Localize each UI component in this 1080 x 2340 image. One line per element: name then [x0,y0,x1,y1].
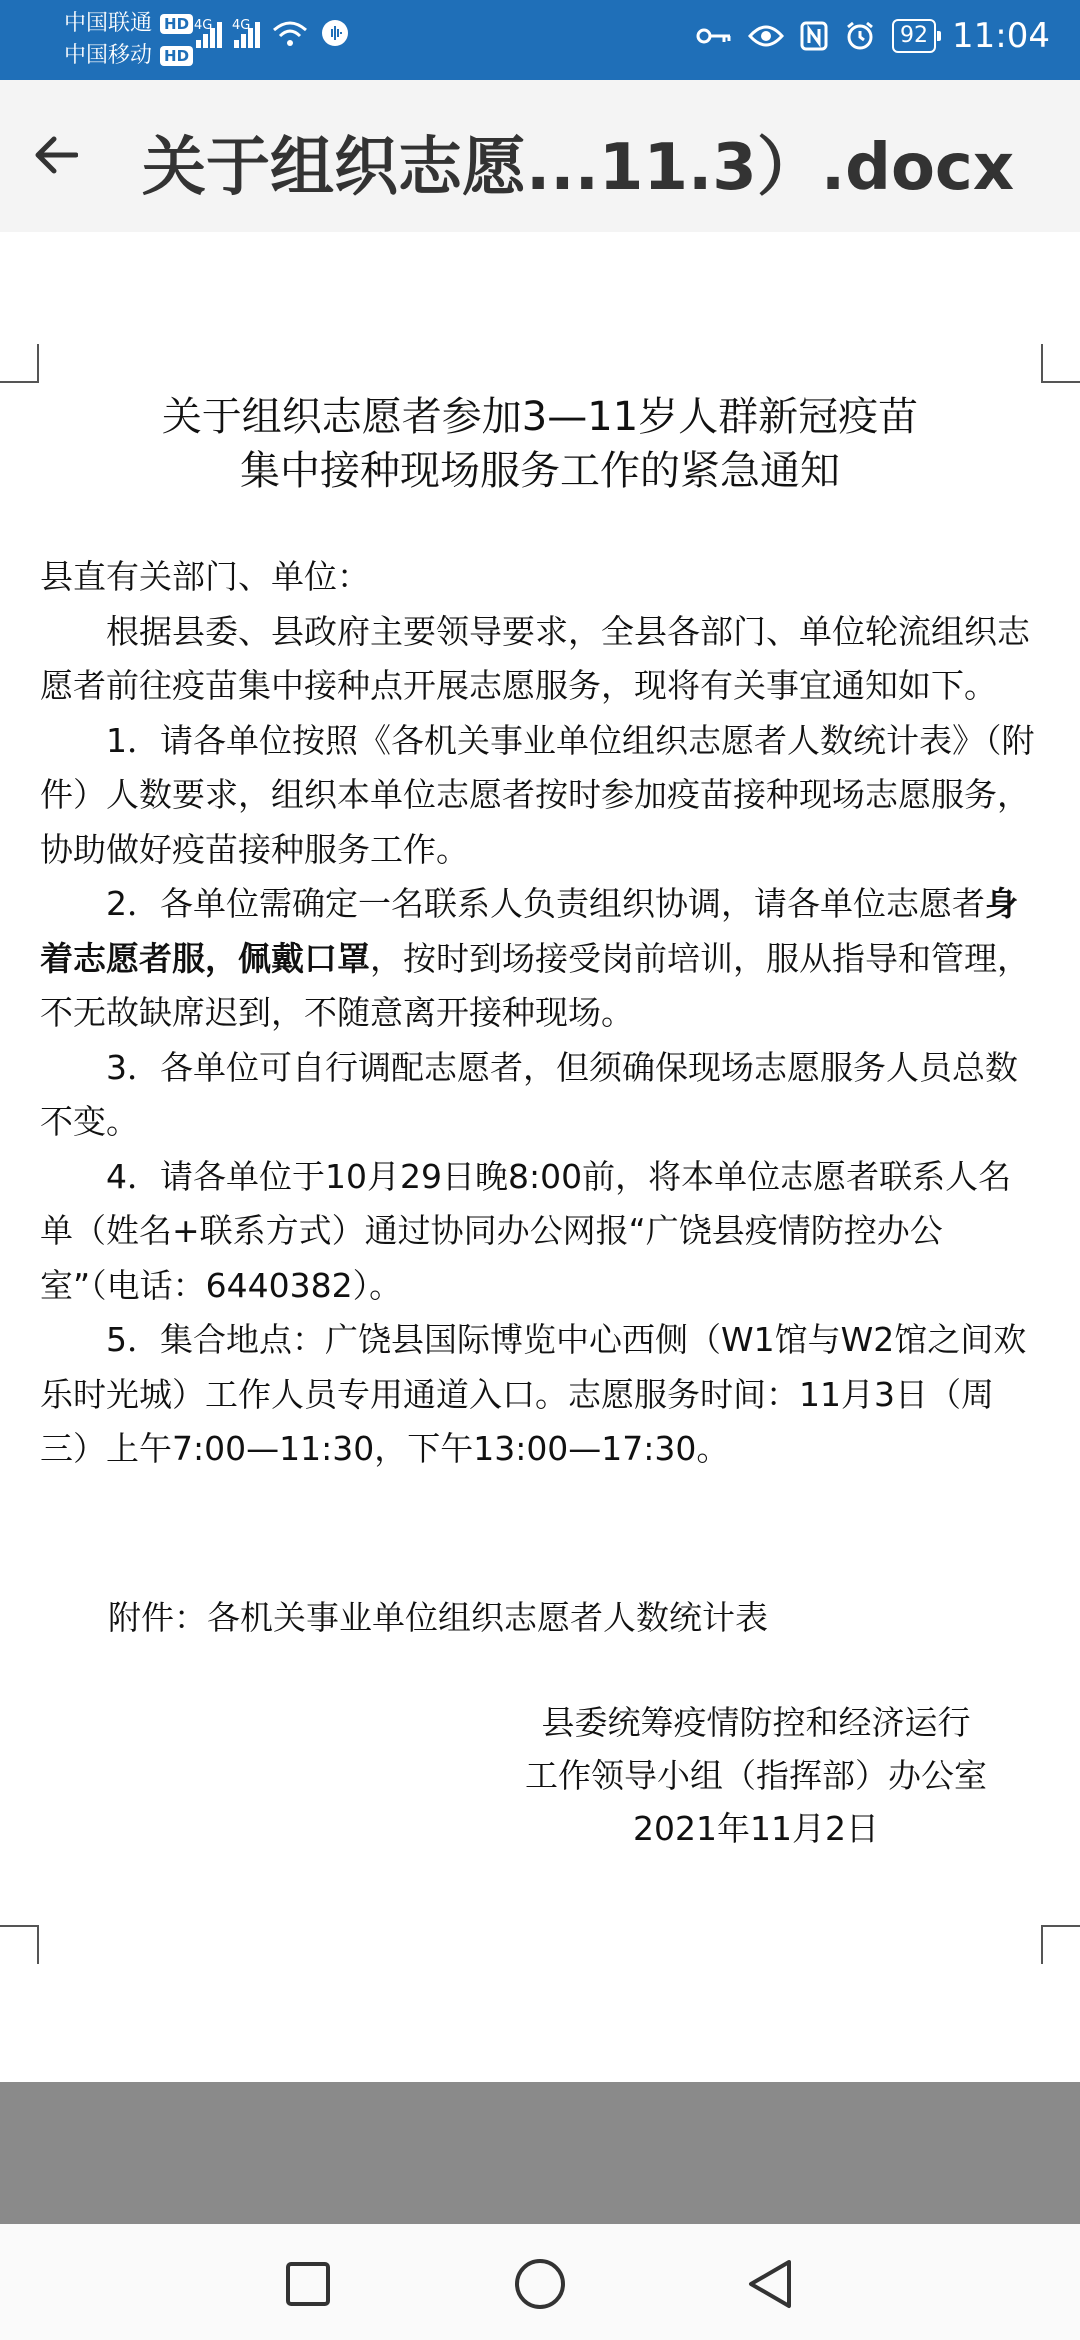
crop-mark [1040,344,1080,384]
nfc-icon [800,21,828,51]
home-button[interactable] [510,2254,570,2314]
item-3: 3．各单位可自行调配志愿者，但须确保现场志愿服务人员总数不变。 [40,1047,1018,1141]
network-type-label: 4G [232,18,251,33]
crop-mark [0,1924,40,1964]
heading-line-2: 集中接种现场服务工作的紧急通知 [240,448,840,494]
attachment-note: 附件：各机关事业单位组织志愿者人数统计表 [108,1598,768,1637]
status-bar [0,0,1080,80]
signer-line-1: 县委统筹疫情防控和经济运行 [541,1703,971,1742]
network-type-label: 4G [194,18,213,33]
audio-wave-icon [320,18,350,48]
network-icons [196,18,350,48]
item-2-bold-text: 身着志愿者服，佩戴口罩 [40,884,1018,978]
document-title: 关于组织志愿...11.3）.docx [142,131,1015,205]
carrier-2: 中国移动 [64,43,153,68]
signature-block [496,1696,1016,1855]
item-2 [40,877,1040,1041]
page-background [0,2082,1080,2224]
triangle-back-icon [745,2258,795,2310]
item-5: 5．集合地点：广饶县国际博览中心西侧（W1馆与W2馆之间欢乐时光城）工作人员专用通道入口。志愿服务时间：11月3日（周三）上午7:00—11:30，下午13:00—17:30。 [40,1320,1027,1468]
eye-icon [748,24,784,48]
sign-date: 2021年11月2日 [633,1809,879,1848]
hd-badge: HD [160,46,193,66]
alarm-icon [844,20,876,52]
back-button[interactable] [20,120,90,190]
crop-mark [1040,1924,1080,1964]
signer-line-2: 工作领导小组（指挥部）办公室 [525,1756,987,1795]
title-bar [0,80,1080,232]
heading-line-1: 关于组织志愿者参加3—11岁人群新冠疫苗 [161,394,919,440]
carrier-1: 中国联通 [64,11,153,36]
signal-icon [194,18,222,48]
battery-indicator: 92 [892,19,936,53]
circle-icon [513,2257,567,2311]
salutation: 县直有关部门、单位： [40,557,370,596]
document-page[interactable] [0,232,1080,2082]
crop-mark [0,344,40,384]
back-nav-button[interactable] [740,2254,800,2314]
clock: 11:04 [952,16,1050,56]
recent-apps-button[interactable] [278,2254,338,2314]
document-heading [0,390,1080,498]
hd-badge: HD [160,14,193,34]
square-icon [285,2261,331,2307]
key-icon [696,26,732,46]
system-icons [696,16,1050,56]
carrier-info [64,8,193,72]
signal-icon [232,18,260,48]
item-2-text-rest: ，按时到场接受岗前培训，服从指导和管理，不无故缺席迟到，不随意离开接种现场。 [40,938,1030,1032]
back-arrow-icon [32,135,78,175]
intro-paragraph: 根据县委、县政府主要领导要求，全县各部门、单位轮流组织志愿者前往疫苗集中接种点开展志愿服务，现将有关事宜通知如下。 [40,611,1030,705]
item-2-text: 2．各单位需确定一名联系人负责组织协调，请各单位志愿者 [106,884,985,923]
navigation-bar [0,2224,1080,2340]
wifi-icon [272,20,308,48]
item-1: 1．请各单位按照《各机关事业单位组织志愿者人数统计表》（附件）人数要求，组织本单位志愿者按时参加疫苗接种现场志愿服务，协助做好疫苗接种服务工作。 [40,720,1035,869]
document-body [40,550,1040,1477]
item-4: 4．请各单位于10月29日晚8:00前，将本单位志愿者联系人名单（姓名+联系方式）通过协同办公网报“广饶县疫情防控办公室”（电话：6440382）。 [40,1156,1012,1305]
